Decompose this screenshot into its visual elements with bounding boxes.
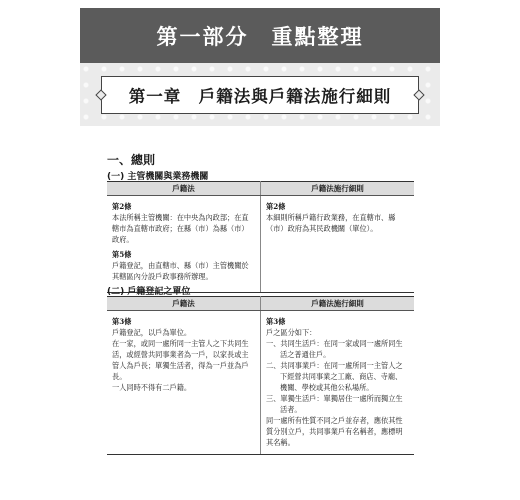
article-number: 第2條 bbox=[112, 202, 132, 211]
column-header-regulations: 戶籍法施行細則 bbox=[261, 182, 415, 196]
article-text: 同一處所有性質不同之戶並存者，應依其性質分別立戶，共同事業戶有名稱者，應標明其名稱。 bbox=[266, 416, 403, 447]
subsection-title-authority: (一) 主管機關與業務機關 bbox=[107, 172, 209, 182]
regulation-cell bbox=[261, 311, 415, 455]
regulation-cell bbox=[261, 196, 415, 293]
column-header-law: 戶籍法 bbox=[107, 182, 261, 196]
chapter-title-box bbox=[101, 76, 419, 114]
part-banner bbox=[80, 8, 440, 63]
chapter-band bbox=[80, 63, 440, 126]
article-item: 一、共同生活戶：在同一家或同一處所同生活之普通住戶。 bbox=[266, 339, 403, 359]
right-notch-ornament bbox=[413, 89, 424, 100]
article-item: 二、共同事業戶：在同一處所同一主管人之下經營共同事業之工廠、商店、寺廟、機關、學校或其他公私場所。 bbox=[266, 361, 403, 392]
left-notch-ornament bbox=[95, 89, 106, 100]
chapter-title: 第一章 戶籍法與戶籍法施行細則 bbox=[128, 86, 392, 106]
article-item: 三、單獨生活戶：單獨居住一處所而獨立生活者。 bbox=[266, 394, 403, 414]
column-header-law: 戶籍法 bbox=[107, 297, 261, 311]
article-number: 第5條 bbox=[112, 250, 132, 259]
article-text: 本細則所稱戶籍行政業務，在直轄市、縣（市）政府為其民政機關（單位）。 bbox=[266, 213, 396, 233]
law-cell bbox=[107, 196, 261, 293]
comparison-table-unit bbox=[107, 296, 414, 455]
comparison-table-authority bbox=[107, 181, 414, 293]
column-header-regulations: 戶籍法施行細則 bbox=[261, 297, 415, 311]
part-title: 第一部分 重點整理 bbox=[156, 24, 364, 49]
article-text: 在一家，或同一處所同一主管人之下共同生活，或經營共同事業者為一戶，以家長或主管人為戶長；單獨生活者，得為一戶並為戶長。 bbox=[112, 339, 249, 381]
article-number: 第2條 bbox=[266, 202, 286, 211]
subsection-title-unit: (二) 戶籍登記之單位 bbox=[107, 287, 191, 297]
law-cell bbox=[107, 311, 261, 455]
section-title: 一、總則 bbox=[107, 153, 156, 167]
article-text: 一人同時不得有二戶籍。 bbox=[112, 383, 192, 392]
article-number: 第3條 bbox=[266, 317, 286, 326]
table-row bbox=[107, 196, 414, 293]
article-text: 戶籍登記，由直轄市、縣（市）主管機關於其轄區內分設戶政事務所辦理。 bbox=[112, 261, 249, 281]
article-number: 第3條 bbox=[112, 317, 132, 326]
table-row bbox=[107, 311, 414, 455]
article-text: 戶籍登記，以戶為單位。 bbox=[112, 328, 192, 337]
article-text: 戶之區分如下： bbox=[266, 328, 317, 337]
article-text: 本法所稱主管機關：在中央為內政部；在直轄市為直轄市政府；在縣（市）為縣（市）政府。 bbox=[112, 213, 249, 244]
